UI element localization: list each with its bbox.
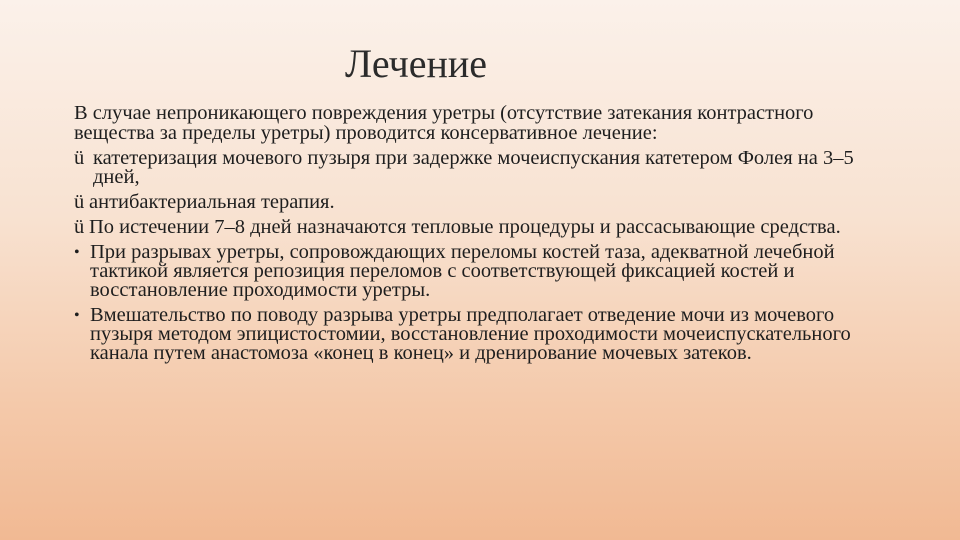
bullet-item — [74, 306, 894, 363]
check-item-text: По истечении 7–8 дней назначаются тепловые процедуры и рассасывающие средства. — [89, 216, 841, 238]
check-item-text: антибактериальная терапия. — [89, 191, 335, 213]
checkmark-icon: ü — [74, 147, 85, 169]
bullet-item-text: Вмешательство по поводу разрыва уретры предполагает отведение мочи из мочевого пузыря методом эпицистостомии, восстановление проходимости мочеиспускательного канала путем анастомоза «конец в конец» и дренирование мочевых затеков. — [90, 304, 851, 364]
intro-paragraph: В случае непроникающего повреждения уретры (отсутствие затекания контрастного вещества за пределы уретры) проводится консервативное лечение: — [74, 102, 814, 144]
bullet-item — [74, 243, 894, 300]
bullet-icon: • — [74, 244, 80, 261]
check-item-text: катетеризация мочевого пузыря при задержке мочеиспускания катетером Фолея на 3–5 дней, — [93, 147, 854, 188]
checkmark-icon: ü — [74, 191, 85, 213]
bullet-icon: • — [74, 307, 80, 324]
slide-title: Лечение — [345, 41, 488, 86]
checkmark-icon: ü — [74, 216, 85, 238]
bullet-item-text: При разрывах уретры, сопровождающих переломы костей таза, адекватной лечебной тактикой является репозиция переломов с соответствующей фиксацией костей и восстановление проходимости уретры. — [90, 241, 835, 301]
slide-content — [74, 103, 894, 369]
check-item — [74, 193, 894, 212]
check-item — [74, 218, 894, 237]
check-item — [74, 149, 894, 187]
